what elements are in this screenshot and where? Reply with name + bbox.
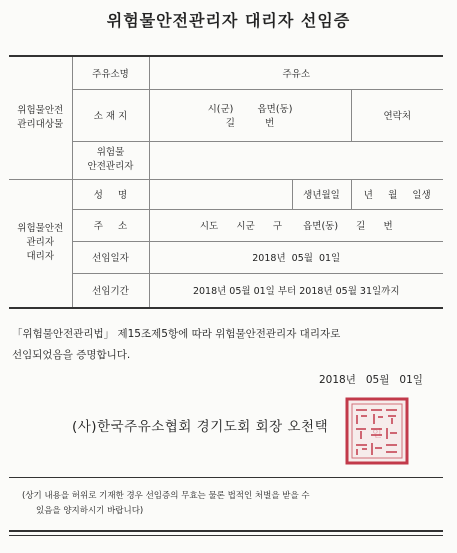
issuer-name: (사)한국주유소협회 경기도회 회장 오천택 — [72, 419, 329, 435]
location-line2: 길 번 — [149, 115, 351, 141]
proxy-group-label: 위험물안전 관리자 대리자 — [9, 179, 72, 308]
appoint-period-value: 2018년 05월 01일 부터 2018년 05월 31일까지 — [149, 273, 443, 308]
note-line1: (상기 내용을 허위로 기재한 경우 선임증의 무효는 물론 법적인 처벌을 받을 수 — [22, 491, 310, 501]
appoint-period-label: 선임기간 — [72, 273, 149, 308]
manager-value — [149, 141, 443, 179]
official-seal-stamp — [344, 396, 410, 466]
statement-line1: 「위험물안전관리법」 제15조제5항에 따라 위험물안전관리자 대리자로 — [12, 328, 341, 340]
manager-label: 위험물 안전관리자 — [72, 141, 149, 179]
certificate-table — [9, 55, 443, 309]
appoint-date-label: 선임일자 — [72, 241, 149, 273]
contact-label: 연락처 — [351, 89, 443, 141]
birth-value: 년 월 일생 — [351, 179, 443, 209]
note-line2: 있음을 양지하시기 바랍니다) — [36, 506, 144, 516]
appoint-date-value: 2018년 05월 01일 — [149, 241, 443, 273]
divider-bottom-thin — [9, 535, 443, 536]
issue-date: 2018년 05월 01일 — [319, 374, 423, 386]
station-name-value: 주유소 — [149, 56, 443, 89]
facility-group-label: 위험물안전 관리대상물 — [9, 56, 72, 179]
location-label: 소 재 지 — [72, 89, 149, 141]
proxy-address-label: 주 소 — [72, 209, 149, 241]
proxy-address-value: 시도 시군 구 읍면(동) 길 번 — [149, 209, 443, 241]
location-line1: 시(군) 읍면(동) — [149, 89, 351, 115]
certification-statement — [12, 324, 452, 366]
disclaimer-note — [22, 489, 442, 519]
divider-bottom-thick — [9, 530, 443, 532]
proxy-name-value — [149, 179, 292, 209]
document-title: 위험물안전관리자 대리자 선임증 — [106, 11, 351, 30]
birth-label: 생년월일 — [292, 179, 351, 209]
seal-text: 인 — [372, 429, 382, 440]
proxy-name-label: 성 명 — [72, 179, 149, 209]
statement-line2: 선임되었음을 증명합니다. — [12, 349, 131, 361]
station-name-label: 주유소명 — [72, 56, 149, 89]
divider-top — [9, 477, 443, 478]
